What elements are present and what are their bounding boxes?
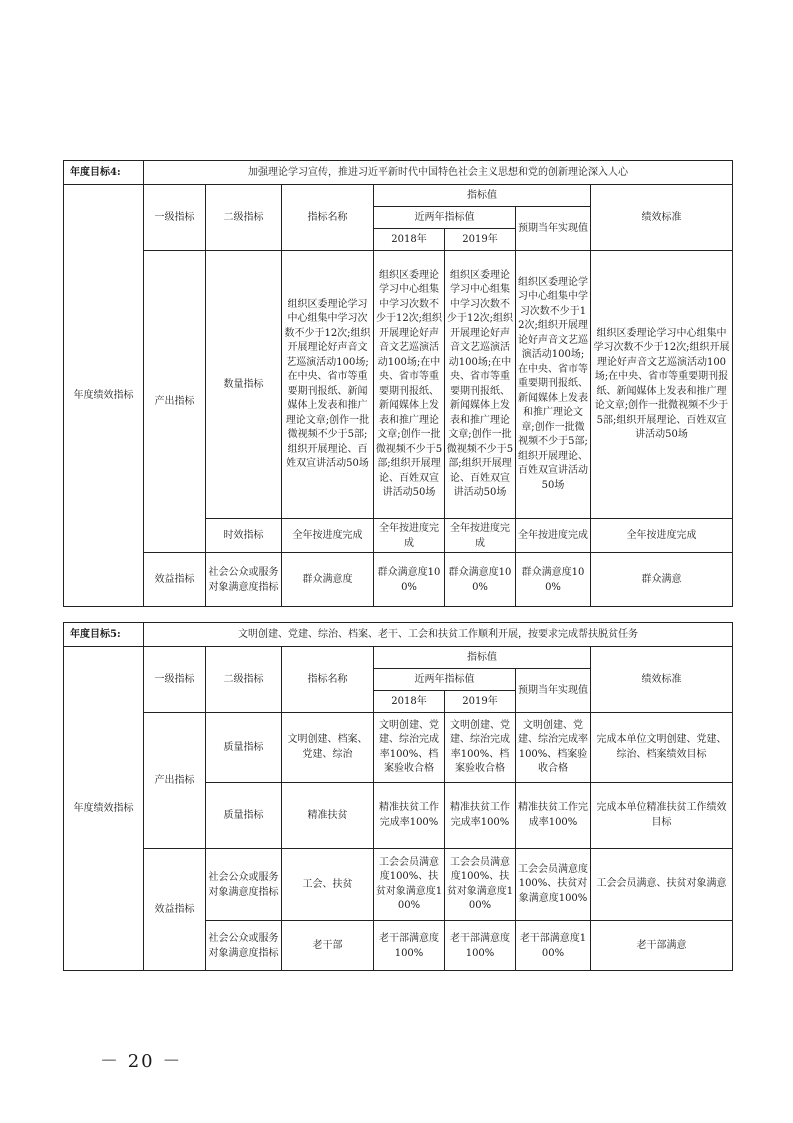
goal4-header-standard: 绩效标准 [591, 185, 733, 251]
goal5-row2-name: 精准扶贫 [282, 783, 374, 849]
goal5-benefit2-2019: 老干部满意度100% [445, 921, 516, 971]
goal4-row1-standard: 组织区委理论学习中心组集中学习次数不少于12次;组织开展理论好声音文艺巡演活动100场;在中央、省市等重要期刊报纸、新闻媒体上发表和推广理论文章;创作一批微视频不少于5部;组织开展理论、百姓双宣讲活动50场 [591, 251, 733, 519]
goal4-benefit-level2: 社会公众或服务对象满意度指标 [206, 553, 282, 607]
goal4-header-2018: 2018年 [374, 229, 445, 251]
goal5-row1-2019: 文明创建、党建、综治完成率100%、档案验收合格 [445, 713, 516, 783]
goal5-output-label: 产出指标 [144, 713, 206, 849]
goal4-benefit-2018: 群众满意度100% [374, 553, 445, 607]
goal4-header-2019: 2019年 [445, 229, 516, 251]
goal5-header-2018: 2018年 [374, 691, 445, 713]
goal5-benefit2-level2: 社会公众或服务对象满意度指标 [206, 921, 282, 971]
goal4-text: 加强理论学习宣传，推进习近平新时代中国特色社会主义思想和党的创新理论深入人心 [144, 161, 733, 185]
goal4-label: 年度目标4: [64, 161, 144, 185]
goal5-row1-standard: 完成本单位文明创建、党建、综治、档案绩效目标 [591, 713, 733, 783]
goal5-row2-level2: 质量指标 [206, 783, 282, 849]
goal5-header-name: 指标名称 [282, 647, 374, 713]
goal5-row1-name: 文明创建、档案、党建、综治 [282, 713, 374, 783]
page-number: － 20 － [100, 1051, 183, 1072]
goal5-header-level1: 一级指标 [144, 647, 206, 713]
goal5-row1-2018: 文明创建、党建、综治完成率100%、档案验收合格 [374, 713, 445, 783]
goal5-benefit2-name: 老干部 [282, 921, 374, 971]
goal5-benefit1-name: 工会、扶贫 [282, 849, 374, 921]
goal5-benefit2-2018: 老干部满意度100% [374, 921, 445, 971]
goal5-benefit1-expected: 工会会员满意度100%、扶贫对象满意度100% [516, 849, 591, 921]
goal5-text: 文明创建、党建、综治、档案、老干、工会和扶贫工作顺利开展，按要求完成帮扶脱贫任务 [144, 623, 733, 647]
goal4-header-recent: 近两年指标值 [374, 207, 516, 229]
goal5-benefit1-2019: 工会会员满意度100%、扶贫对象满意度100% [445, 849, 516, 921]
goal5-header-level2: 二级指标 [206, 647, 282, 713]
goal5-benefit-label: 效益指标 [144, 849, 206, 971]
goal5-benefit1-standard: 工会会员满意、扶贫对象满意 [591, 849, 733, 921]
goal4-benefit-2019: 群众满意度100% [445, 553, 516, 607]
goal4-row2-2019: 全年按进度完成 [445, 519, 516, 553]
goal4-header-name: 指标名称 [282, 185, 374, 251]
goal4-row2-2018: 全年按进度完成 [374, 519, 445, 553]
goal4-benefit-expected: 群众满意度100% [516, 553, 591, 607]
goal4-row1-expected: 组织区委理论学习中心组集中学习次数不少于12次;组织开展理论好声音文艺巡演活动100场;在中央、省市等重要期刊报纸、新闻媒体上发表和推广理论文章;创作一批微视频不少于5部;组织开展理论、百姓双宣讲活动50场 [516, 251, 591, 519]
goal5-row2-2018: 精准扶贫工作完成率100% [374, 783, 445, 849]
goal5-benefit2-standard: 老干部满意 [591, 921, 733, 971]
goal4-row2-name: 全年按进度完成 [282, 519, 374, 553]
goal5-benefit2-expected: 老干部满意度100% [516, 921, 591, 971]
goal5-header-standard: 绩效标准 [591, 647, 733, 713]
goal4-benefit-label: 效益指标 [144, 553, 206, 607]
goal5-label: 年度目标5: [64, 623, 144, 647]
goal4-row1-2018: 组织区委理论学习中心组集中学习次数不少于12次;组织开展理论好声音文艺巡演活动100场;在中央、省市等重要期刊报纸、新闻媒体上发表和推广理论文章;创作一批微视频不少于5部;组织开展理论、百姓双宣讲活动50场 [374, 251, 445, 519]
goal4-header-level2: 二级指标 [206, 185, 282, 251]
goal5-header-expected: 预期当年实现值 [516, 669, 591, 713]
goal5-table [63, 622, 733, 971]
goal4-header-expected: 预期当年实现值 [516, 207, 591, 251]
goal4-row2-expected: 全年按进度完成 [516, 519, 591, 553]
goal4-row2-standard: 全年按进度完成 [591, 519, 733, 553]
goal4-benefit-name: 群众满意度 [282, 553, 374, 607]
goal4-header-level1: 一级指标 [144, 185, 206, 251]
goal5-header-value: 指标值 [374, 647, 591, 669]
goal5-benefit1-level2: 社会公众或服务对象满意度指标 [206, 849, 282, 921]
goal5-row2-2019: 精准扶贫工作完成率100% [445, 783, 516, 849]
goal5-row1-expected: 文明创建、党建、综治完成率100%、档案验收合格 [516, 713, 591, 783]
goal4-output-label: 产出指标 [144, 251, 206, 553]
goal5-header-recent: 近两年指标值 [374, 669, 516, 691]
goal5-header-2019: 2019年 [445, 691, 516, 713]
goal5-section-label: 年度绩效指标 [64, 647, 144, 971]
goal5-benefit1-2018: 工会会员满意度100%、扶贫对象满意度100% [374, 849, 445, 921]
goal4-header-value: 指标值 [374, 185, 591, 207]
goal5-row1-level2: 质量指标 [206, 713, 282, 783]
goal4-row1-2019: 组织区委理论学习中心组集中学习次数不少于12次;组织开展理论好声音文艺巡演活动100场;在中央、省市等重要期刊报纸、新闻媒体上发表和推广理论文章;创作一批微视频不少于5部;组织开展理论、百姓双宣讲活动50场 [445, 251, 516, 519]
goal4-row2-level2: 时效指标 [206, 519, 282, 553]
goal4-benefit-standard: 群众满意 [591, 553, 733, 607]
goal4-section-label: 年度绩效指标 [64, 185, 144, 607]
goal5-row2-expected: 精准扶贫工作完成率100% [516, 783, 591, 849]
goal4-row1-name: 组织区委理论学习中心组集中学习次数不少于12次;组织开展理论好声音文艺巡演活动100场;在中央、省市等重要期刊报纸、新闻媒体上发表和推广理论文章;创作一批微视频不少于5部;组织开展理论、百姓双宣讲活动50场 [282, 251, 374, 519]
goal4-row1-level2: 数量指标 [206, 251, 282, 519]
goal4-table [63, 160, 733, 607]
goal5-row2-standard: 完成本单位精准扶贫工作绩效目标 [591, 783, 733, 849]
